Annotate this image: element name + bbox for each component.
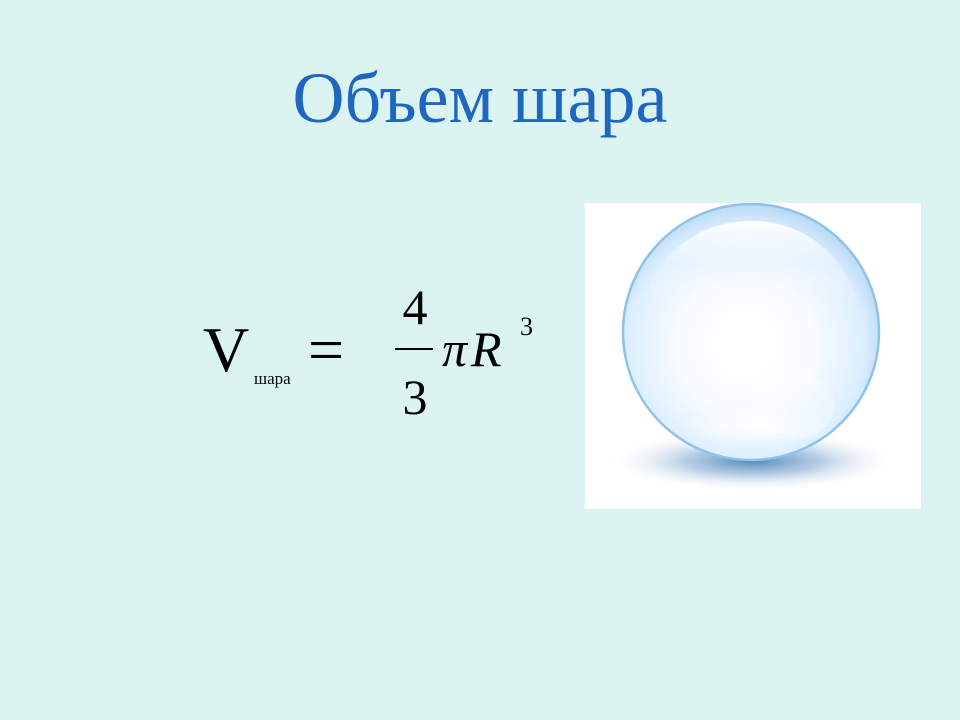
volume-symbol: V <box>203 314 250 385</box>
radius-symbol: R <box>471 321 502 377</box>
equals-sign: = <box>308 314 345 385</box>
volume-subscript: шара <box>254 369 291 388</box>
radius-exponent: 3 <box>520 312 533 341</box>
sphere-icon <box>585 203 921 509</box>
page-title: Объем шара <box>292 58 668 138</box>
sphere-volume-formula <box>203 274 563 434</box>
fraction-numerator: 4 <box>402 279 428 335</box>
sphere-illustration <box>585 203 921 509</box>
fraction-bar <box>395 348 433 350</box>
sphere-edge-shine <box>751 370 835 440</box>
fraction-denominator: 3 <box>402 369 428 425</box>
pi-symbol: π <box>442 321 468 377</box>
